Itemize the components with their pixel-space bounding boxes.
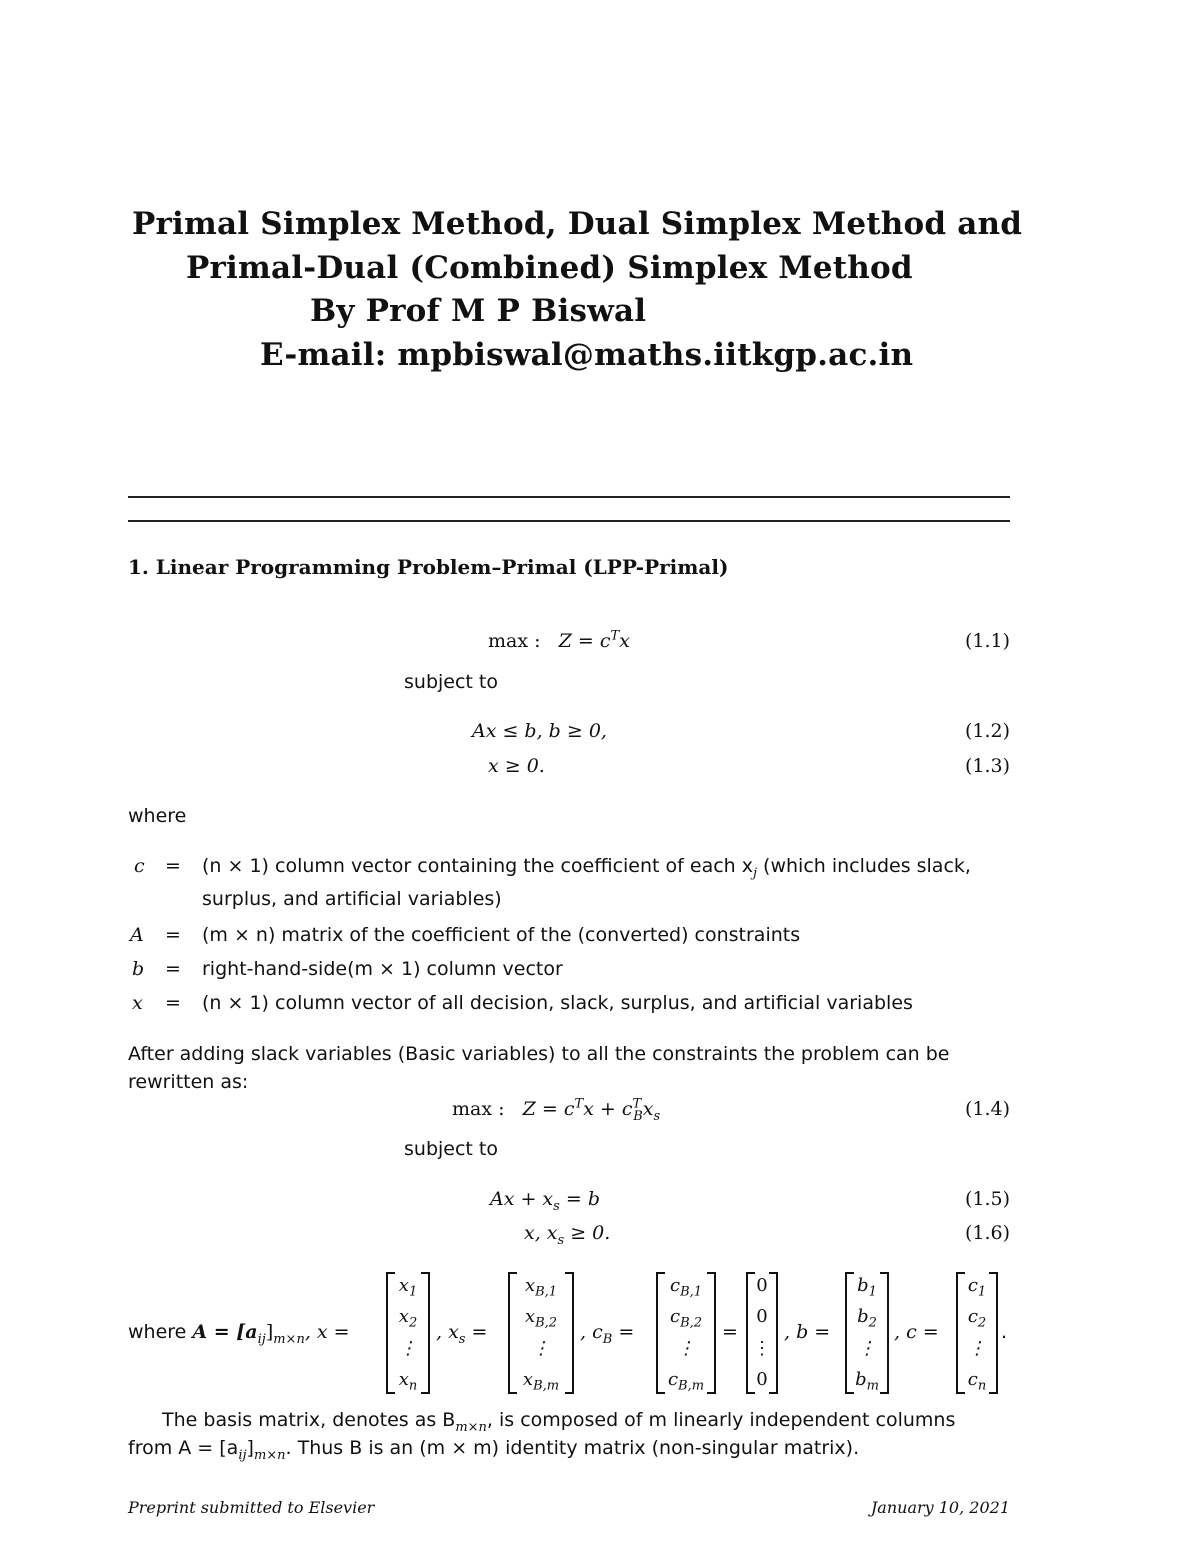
- def-x-equals: =: [165, 992, 181, 1014]
- title-line-2: Primal-Dual (Combined) Simplex Method: [186, 250, 913, 286]
- def-b-equals: =: [165, 958, 181, 980]
- matrix-b-label: , b =: [784, 1321, 831, 1343]
- matrix-zero-entry: 0: [756, 1368, 768, 1390]
- matrix-xs-entry: ⋮: [532, 1337, 550, 1359]
- matrix-cB-label: , $c_B$ =: [580, 1321, 635, 1347]
- matrix-c-entry: ⋮: [968, 1337, 986, 1359]
- def-b-text: right-hand-side(m × 1) column vector: [202, 958, 563, 980]
- subject-to: subject to: [404, 671, 498, 693]
- matrix-xs-entry: $x_{B,m}$: [522, 1368, 560, 1394]
- footer-date: January 10, 2021: [870, 1498, 1010, 1517]
- matrix-zero-entry: ⋮: [753, 1337, 771, 1359]
- matrix-x-entry: ⋮: [399, 1337, 417, 1359]
- eq-number-1-4: (1.4): [964, 1098, 1010, 1120]
- matrix-x-entry: $x_1$: [398, 1275, 418, 1300]
- matrix-cB-entry: $c_{B,2}$: [669, 1306, 703, 1331]
- paragraph-1-line-2: rewritten as:: [128, 1071, 249, 1093]
- footer-preprint: Preprint submitted to Elsevier: [128, 1498, 375, 1517]
- subject-to-2: subject to: [404, 1138, 498, 1160]
- matrix-cB: [656, 1272, 716, 1394]
- matrix-equals-sign: =: [722, 1321, 738, 1343]
- matrix-where-label: where $A = [a_{ij}]_{m\times n}$, x =: [128, 1321, 350, 1347]
- eq-1-1: max : $Z = c^Tx$: [488, 628, 630, 652]
- section-heading: 1. Linear Programming Problem–Primal (LPP-Primal): [128, 555, 729, 579]
- matrix-zero: [746, 1272, 778, 1394]
- divider-bottom: [128, 520, 1010, 522]
- eq-number-1-2: (1.2): [964, 720, 1010, 742]
- eq-number-1-1: (1.1): [964, 630, 1010, 652]
- def-c-equals: =: [165, 855, 181, 877]
- matrix-period: .: [1001, 1321, 1008, 1343]
- matrix-zero-entry: 0: [756, 1275, 768, 1296]
- matrix-xs-entry: $x_{B,2}$: [524, 1306, 558, 1331]
- matrix-cB-entry: ⋮: [677, 1337, 695, 1359]
- matrix-xs: [508, 1272, 574, 1394]
- def-c-text-cont: surplus, and artificial variables): [202, 888, 502, 910]
- matrix-cB-entry: $c_{B,m}$: [667, 1368, 705, 1394]
- matrix-xs-label: , $x_s$ =: [436, 1321, 488, 1347]
- matrix-xs-entry: $x_{B,1}$: [524, 1275, 558, 1300]
- eq-number-1-3: (1.3): [964, 755, 1010, 777]
- matrix-b: [845, 1272, 889, 1394]
- matrix-b-entry: $b_1$: [857, 1275, 877, 1300]
- def-A-symbol: A: [130, 924, 144, 946]
- eq-1-2: Ax ≤ b, b ≥ 0,: [472, 720, 607, 742]
- matrix-b-entry: ⋮: [858, 1337, 876, 1359]
- paragraph-1-line-1: After adding slack variables (Basic variables) to all the constraints the problem can be: [128, 1043, 950, 1065]
- divider-top: [128, 496, 1010, 498]
- matrix-c-label: , c =: [894, 1321, 939, 1343]
- matrix-b-entry: $b_m$: [855, 1368, 879, 1394]
- matrix-c: [956, 1272, 998, 1394]
- def-c-text: (n × 1) column vector containing the coefficient of each $x_j$ (which includes slack,: [202, 855, 971, 881]
- eq-1-3: x ≥ 0.: [488, 755, 545, 777]
- eq-1-6: x, $x_s \ge 0$.: [524, 1222, 611, 1248]
- matrix-c-entry: $c_2$: [967, 1306, 987, 1331]
- def-A-equals: =: [165, 924, 181, 946]
- def-c-symbol: c: [134, 855, 145, 877]
- def-x-symbol: x: [132, 992, 143, 1014]
- paragraph-2-line-1: The basis matrix, denotes as $B_{m\times n}$, is composed of m linearly independent columns: [162, 1409, 956, 1435]
- paragraph-2-line-2: from $A = [a_{ij}]_{m\times n}$. Thus B is an (m × m) identity matrix (non-singular matrix).: [128, 1437, 860, 1463]
- matrix-b-entry: $b_2$: [857, 1306, 877, 1331]
- def-x-text: (n × 1) column vector of all decision, slack, surplus, and artificial variables: [202, 992, 913, 1014]
- matrix-x-entry: $x_n$: [398, 1368, 418, 1394]
- matrix-c-entry: $c_1$: [967, 1275, 987, 1300]
- matrix-zero-entry: 0: [756, 1306, 768, 1328]
- matrix-x-entry: $x_2$: [398, 1306, 418, 1331]
- author: By Prof M P Biswal: [310, 293, 647, 329]
- email: E-mail: mpbiswal@maths.iitkgp.ac.in: [260, 337, 914, 373]
- eq-1-4: max : $Z = c^Tx + c^T_Bx_s$: [452, 1096, 661, 1124]
- matrix-x: [386, 1272, 430, 1394]
- eq-number-1-6: (1.6): [964, 1222, 1010, 1244]
- def-b-symbol: b: [132, 958, 145, 980]
- eq-1-5: $Ax + x_s = b$: [490, 1188, 600, 1214]
- matrix-cB-entry: $c_{B,1}$: [669, 1275, 703, 1300]
- title-line-1: Primal Simplex Method, Dual Simplex Method and: [132, 206, 1023, 242]
- where-label: where: [128, 805, 187, 827]
- matrix-c-entry: $c_n$: [967, 1368, 987, 1394]
- eq-number-1-5: (1.5): [964, 1188, 1010, 1210]
- def-A-text: (m × n) matrix of the coefficient of the (converted) constraints: [202, 924, 801, 946]
